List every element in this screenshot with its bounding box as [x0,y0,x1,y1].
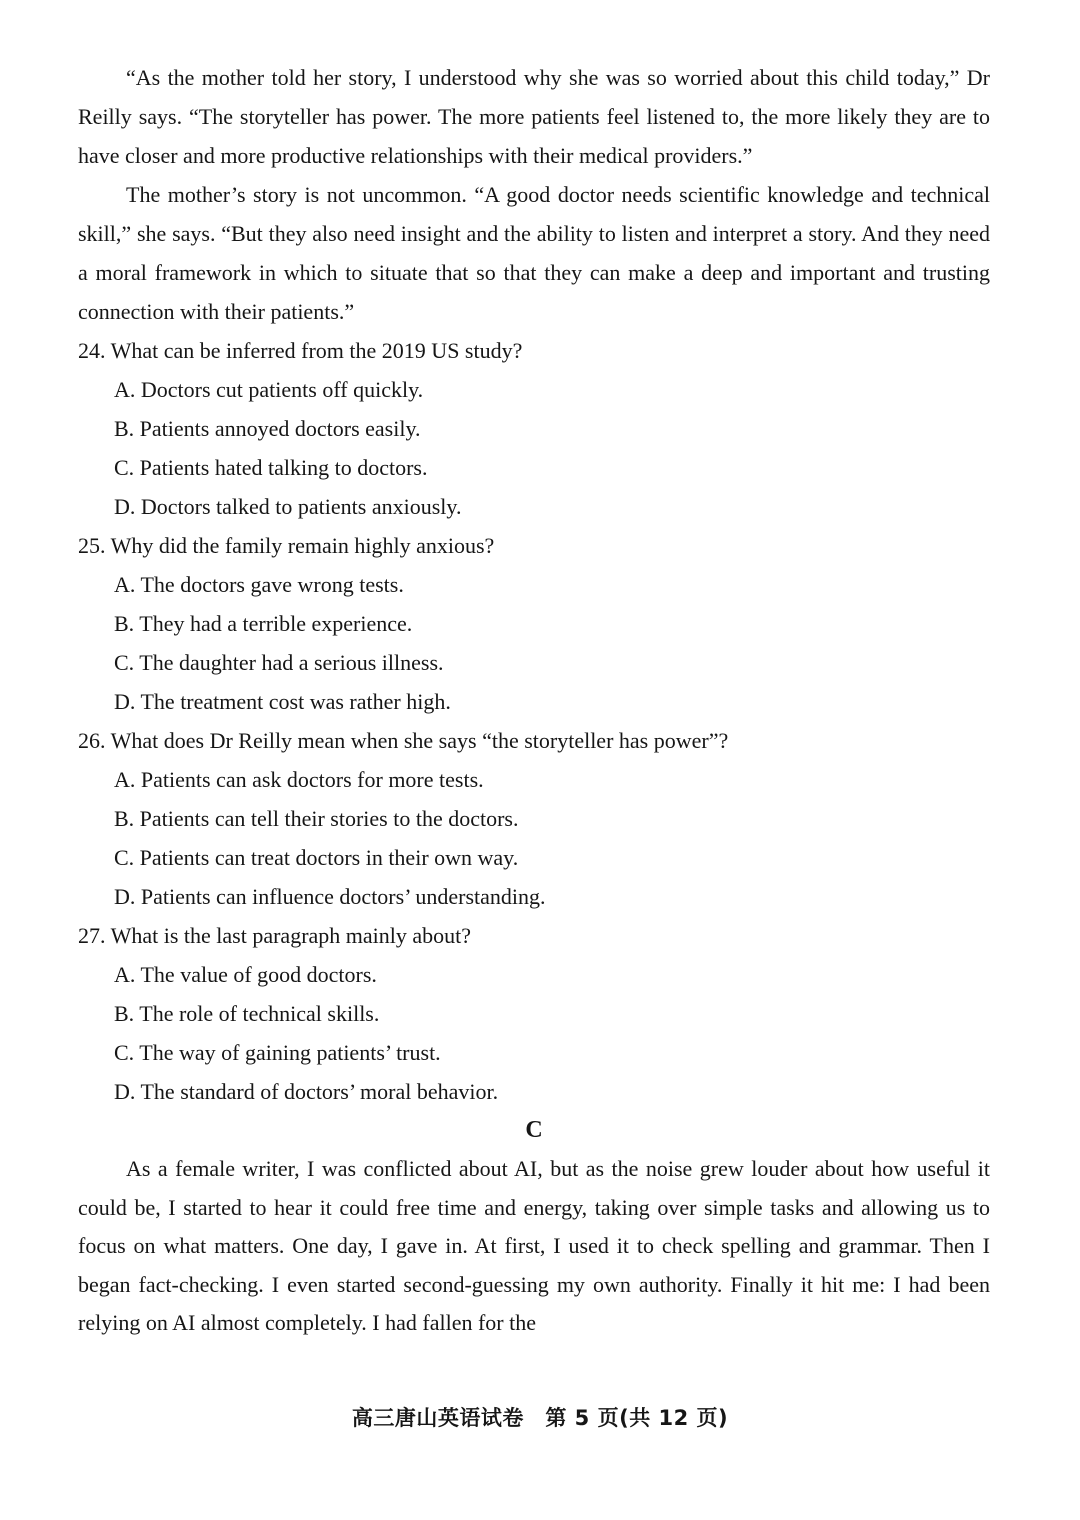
question-27 [78,916,990,1111]
option-c: C. The daughter had a serious illness. [114,650,444,675]
option-c: C. Patients can treat doctors in their own way. [114,845,519,870]
passage-c-paragraph-1: As a female writer, I was conflicted about AI, but as the noise grew louder about how useful it could be, I started to hear it could free time and energy, taking over simple tasks and allowing us to focus on what matters. One day, I gave in. At first, I used it to check spelling and grammar. Then I began fact-checking. I even started second-guessing my own authority. Finally it hit me: I had been relying on AI almost completely. I had fallen for the [78,1156,990,1335]
question-stem: 27. What is the last paragraph mainly about? [78,923,472,948]
section-heading: C [525,1117,543,1143]
option-b: B. Patients annoyed doctors easily. [114,416,421,441]
exam-page-content [78,58,990,1343]
option-d: D. Doctors talked to patients anxiously. [114,494,462,519]
question-24 [78,331,990,526]
option-a: A. The doctors gave wrong tests. [114,572,404,597]
passage-b-paragraph-2: The mother’s story is not uncommon. “A good doctor needs scientific knowledge and technical skill,” she says. “But they also need insight and the ability to listen and interpret a story. And they need a moral framework in which to situate that so that they can make a deep and important and trusting connection with their patients.” [78,182,990,324]
option-b: B. Patients can tell their stories to the doctors. [114,806,519,831]
option-d: D. The treatment cost was rather high. [114,689,451,714]
option-d: D. Patients can influence doctors’ understanding. [114,884,546,909]
option-a: A. Doctors cut patients off quickly. [114,377,424,402]
option-c: C. The way of gaining patients’ trust. [114,1040,441,1065]
question-stem: 24. What can be inferred from the 2019 US study? [78,338,523,363]
option-b: B. They had a terrible experience. [114,611,413,636]
option-c: C. Patients hated talking to doctors. [114,455,428,480]
option-a: A. The value of good doctors. [114,962,377,987]
question-26 [78,721,990,916]
question-stem: 26. What does Dr Reilly mean when she says “the storyteller has power”? [78,728,729,753]
option-b: B. The role of technical skills. [114,1001,380,1026]
question-25 [78,526,990,721]
option-a: A. Patients can ask doctors for more tests. [114,767,484,792]
passage-b-paragraph-1: “As the mother told her story, I understood why she was so worried about this child today,” Dr Reilly says. “The storyteller has power. The more patients feel listened to, the more likely they are to have closer and more productive relationships with their medical providers.” [78,65,990,168]
page-footer: 高三唐山英语试卷 第 5 页(共 12 页) [351,1406,729,1430]
option-d: D. The standard of doctors’ moral behavior. [114,1079,499,1104]
question-stem: 25. Why did the family remain highly anxious? [78,533,495,558]
